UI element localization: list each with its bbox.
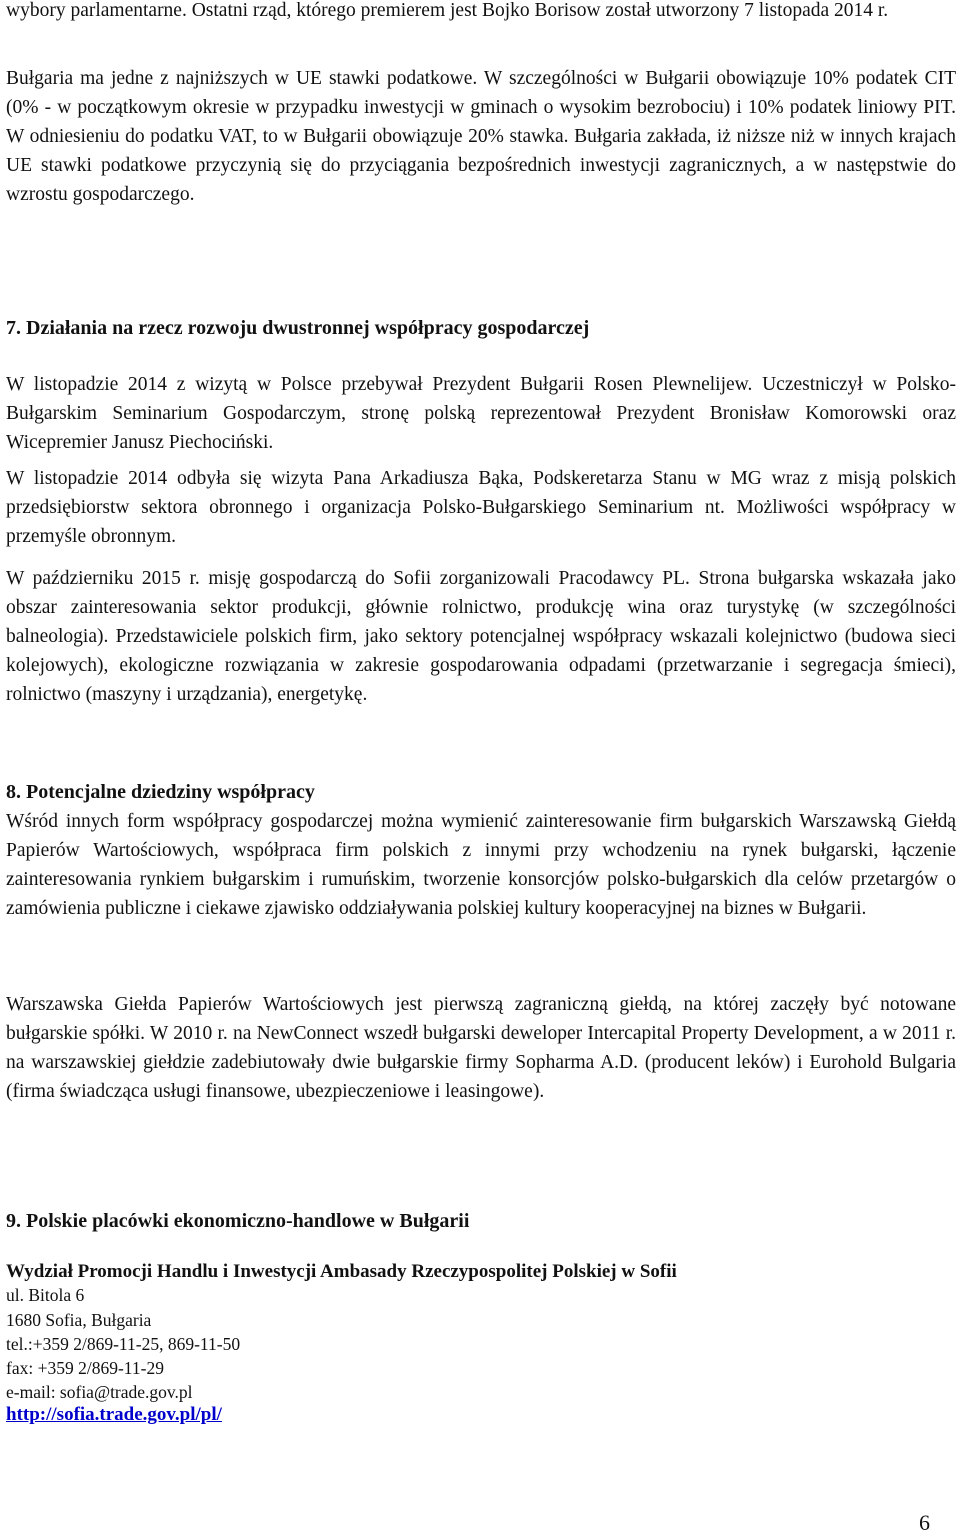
- office-fax: fax: +359 2/869-11-29: [6, 1358, 164, 1378]
- section-9-heading: 9. Polskie placówki ekonomiczno-handlowe w Bułgarii: [6, 1210, 470, 1232]
- office-email: e-mail: sofia@trade.gov.pl: [6, 1382, 193, 1402]
- paragraph-intro: wybory parlamentarne. Ostatni rząd, którego premierem jest Bojko Borisow został utworzony 7 listopada 2014 r.: [6, 0, 889, 21]
- section-8-heading: 8. Potencjalne dziedziny współpracy: [6, 781, 315, 803]
- section-8-paragraph-2: Warszawska Giełda Papierów Wartościowych jest pierwszą zagraniczną giełdą, na której zaczęły być notowane bułgarskie spółki. W 2010 r. na NewConnect wszedł bułgarski deweloper Intercapital Property Development, a w 2011 r. na warszawskiej giełdzie zadebiutowały dwie bułgarskie firmy Sopharma A.D. (producent leków) i Eurohold Bulgaria (firma świadcząca usługi finansowe, ubezpieczeniowe i leasingowe).: [6, 994, 956, 1102]
- page-number: 6: [919, 1510, 930, 1535]
- office-city: 1680 Sofia, Bułgaria: [6, 1310, 152, 1330]
- section-7-heading: 7. Działania na rzecz rozwoju dwustronnej współpracy gospodarczej: [6, 317, 590, 339]
- section-7-paragraph-3: W październiku 2015 r. misję gospodarczą do Sofii zorganizowali Pracodawcy PL. Strona bułgarska wskazała jako obszar zainteresowania sektor produkcji, głównie rolnictwo, produkcję wina oraz turystykę (w szczególności balneologia). Przedstawiciele polskich firm, jako sektory potencjalnej współpracy wskazali kolejnictwo (budowa sieci kolejowych), ekologiczne rozwiązania w zakresie gospodarowania odpadami (przetwarzanie i segregacja śmieci), rolnictwo (maszyny i urządzania), energetykę.: [6, 568, 956, 705]
- office-website-row: [6, 1404, 956, 1426]
- office-phone: tel.:+359 2/869-11-25, 869-11-50: [6, 1334, 241, 1354]
- paragraph-tax-rates: Bułgaria ma jedne z najniższych w UE stawki podatkowe. W szczególności w Bułgarii obowiązuje 10% podatek CIT (0% - w początkowym okresie w przypadku inwestycji w gminach o wysokim bezrobociu) i 10% podatek liniowy PIT. W odniesieniu do podatku VAT, to w Bułgarii obowiązuje 20% stawka. Bułgaria zakłada, iż niższe niż w innych krajach UE stawki podatkowe przyczynią się do przyciągania bezpośrednich inwestycji zagranicznych, a w następstwie do wzrostu gospodarczego.: [6, 68, 956, 205]
- office-street: ul. Bitola 6: [6, 1285, 85, 1305]
- section-7-paragraph-1: W listopadzie 2014 z wizytą w Polsce przebywał Prezydent Bułgarii Rosen Plewnelijew. Uczestniczył w Polsko-Bułgarskim Seminarium Gospodarczym, stronę polską reprezentował Prezydent Bronisław Komorowski oraz Wicepremier Janusz Piechociński.: [6, 374, 956, 453]
- section-8-paragraph-1: Wśród innych form współpracy gospodarczej można wymienić zainteresowanie firm bułgarskich Warszawską Giełdą Papierów Wartościowych, współpraca firm polskich z innymi przy wchodzeniu na rynek bułgarski, łączenie zainteresowania rynkiem bułgarskim i rumuńskim, tworzenie konsorcjów polsko-bułgarskich dla celów przetargów o zamówienia publiczne i ciekawe zjawisko oddziaływania polskiej kultury kooperacyjnej na biznes w Bułgarii.: [6, 811, 956, 919]
- office-website-link[interactable]: http://sofia.trade.gov.pl/pl/: [6, 1404, 222, 1425]
- section-7-paragraph-2: W listopadzie 2014 odbyła się wizyta Pana Arkadiusza Bąka, Podskeretarza Stanu w MG wraz z misją polskich przedsiębiorstw sektora obronnego i organizacja Polsko-Bułgarskiego Seminarium nt. Możliwości współpracy w przemyśle obronnym.: [6, 468, 956, 547]
- office-name: Wydział Promocji Handlu i Inwestycji Ambasady Rzeczypospolitej Polskiej w Sofii: [6, 1261, 677, 1282]
